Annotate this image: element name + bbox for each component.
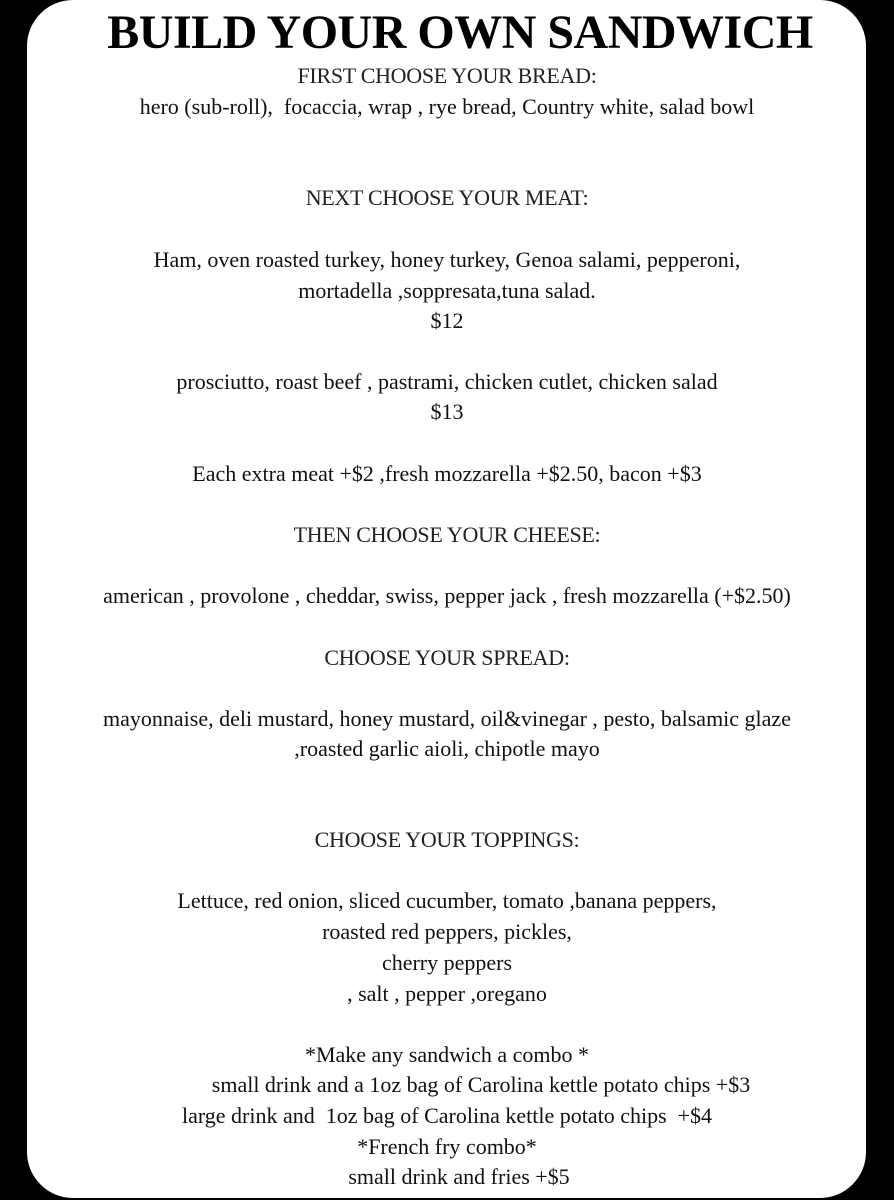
meat-tier1-line1: Ham, oven roasted turkey, honey turkey, Genoa salami, pepperoni, [153,247,741,272]
bread-heading: FIRST CHOOSE YOUR BREAD: [297,63,597,88]
meat-tier2-line1: prosciutto, roast beef , pastrami, chicken cutlet, chicken salad [176,369,718,394]
menu-title: BUILD YOUR OWN SANDWICH [107,6,813,59]
toppings-heading: CHOOSE YOUR TOPPINGS: [314,827,580,852]
cheese-heading: THEN CHOOSE YOUR CHEESE: [293,522,601,547]
spread-line2: ,roasted garlic aioli, chipotle mayo [294,736,600,761]
bread-options: hero (sub-roll), focaccia, wrap , rye bread, Country white, salad bowl [139,94,755,119]
cheese-options: american , provolone , cheddar, swiss, pepper jack , fresh mozzarella (+$2.50) [103,583,791,608]
spread-line1: mayonnaise, deli mustard, honey mustard, oil&vinegar , pesto, balsamic glaze [103,706,791,731]
toppings-line1: Lettuce, red onion, sliced cucumber, tomato ,banana peppers, [177,888,717,913]
combo-small: small drink and a 1oz bag of Carolina kettle potato chips +$3 [211,1072,751,1097]
meat-tier2-price: $13 [430,399,464,424]
combo-large: large drink and 1oz bag of Carolina kettle potato chips +$4 [181,1103,713,1128]
toppings-line4: , salt , pepper ,oregano [347,981,547,1006]
meat-extras: Each extra meat +$2 ,fresh mozzarella +$2.50, bacon +$3 [192,461,702,486]
meat-tier1-line2: mortadella ,soppresata,tuna salad. [298,278,596,303]
meat-tier1-price: $12 [430,308,464,333]
fry-combo: small drink and fries +$5 [348,1164,570,1189]
spread-heading: CHOOSE YOUR SPREAD: [324,645,570,670]
toppings-line3: cherry peppers [381,950,513,975]
fry-combo-heading: *French fry combo* [357,1134,537,1159]
combo-heading: *Make any sandwich a combo * [304,1042,590,1067]
meat-heading: NEXT CHOOSE YOUR MEAT: [305,185,589,210]
toppings-line2: roasted red peppers, pickles, [322,919,572,944]
